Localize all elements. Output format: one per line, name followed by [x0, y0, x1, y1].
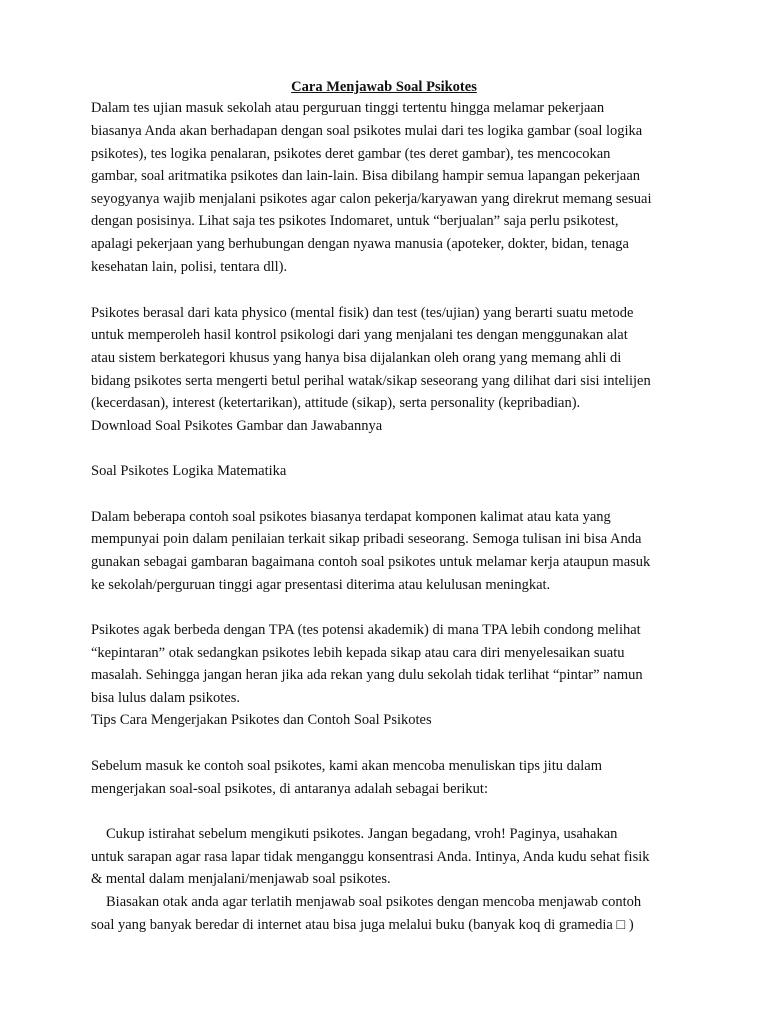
list-item-line: Cukup istirahat sebelum mengikuti psikotes. Jangan begadang, vroh! Paginya, usahakan	[106, 826, 618, 842]
list-item-line: Biasakan otak anda agar terlatih menjawab soal psikotes dengan mencoba menjawab contoh	[106, 894, 642, 910]
text-line: dengan posisinya. Lihat saja tes psikotes Indomaret, untuk “berjualan” saja perlu psikotest,	[91, 213, 619, 229]
text-line: seyogyanya wajib menjalani psikotes agar calon pekerja/karyawan yang direkrut memang sesuai	[91, 191, 652, 207]
text-line: Psikotes agak berbeda dengan TPA (tes potensi akademik) di mana TPA lebih condong melihat	[91, 622, 641, 638]
text-line: Dalam beberapa contoh soal psikotes biasanya terdapat komponen kalimat atau kata yang	[91, 509, 611, 525]
text-line: ke sekolah/perguruan tinggi agar presentasi diterima atau kelulusan meningkat.	[91, 577, 551, 593]
list-item-line: untuk sarapan agar rasa lapar tidak menganggu konsentrasi Anda. Intinya, Anda kudu sehat fisik	[91, 849, 650, 865]
section-heading: Download Soal Psikotes Gambar dan Jawabannya	[91, 418, 383, 434]
section-heading: Soal Psikotes Logika Matematika	[91, 463, 287, 479]
text-line: kesehatan lain, polisi, tentara dll).	[91, 259, 288, 275]
text-line: biasanya Anda akan berhadapan dengan soal psikotes mulai dari tes logika gambar (soal logika	[91, 123, 643, 139]
list-item-line: soal yang banyak beredar di internet atau bisa juga melalui buku (banyak koq di gramedia □ )	[91, 917, 634, 933]
text-line: Dalam tes ujian masuk sekolah atau perguruan tinggi tertentu hingga melamar pekerjaan	[91, 100, 605, 116]
text-line: apalagi pekerjaan yang berhubungan dengan nyawa manusia (apoteker, dokter, bidan, tenaga	[91, 236, 629, 252]
text-line: bisa lulus dalam psikotes.	[91, 690, 241, 706]
text-line: mengerjakan soal-soal psikotes, di antaranya adalah sebagai berikut:	[91, 781, 488, 797]
text-line: Sebelum masuk ke contoh soal psikotes, kami akan mencoba menuliskan tips jitu dalam	[91, 758, 603, 774]
text-line: untuk memperoleh hasil kontrol psikologi dari yang menjalani tes dengan menggunakan alat	[91, 327, 628, 343]
text-line: psikotes), tes logika penalaran, psikotes deret gambar (tes deret gambar), tes mencocokan	[91, 146, 611, 162]
text-line: gunakan sebagai gambaran bagaimana contoh soal psikotes untuk melamar kerja ataupun masuk	[91, 554, 651, 570]
document-title: Cara Menjawab Soal Psikotes	[291, 79, 477, 95]
text-line: Psikotes berasal dari kata physico (mental fisik) dan test (tes/ujian) yang berarti suatu metode	[91, 305, 634, 321]
section-heading: Tips Cara Mengerjakan Psikotes dan Contoh Soal Psikotes	[91, 712, 432, 728]
text-line: masalah. Sehingga jangan heran jika ada rekan yang dulu sekolah tidak terlihat “pintar” namun	[91, 667, 643, 683]
text-line: gambar, soal aritmatika psikotes dan lain-lain. Bisa dibilang hampir semua lapangan pekerjaan	[91, 168, 641, 184]
text-line: atau sistem berkategori khusus yang hanya bisa dijalankan oleh orang yang memang ahli di	[91, 350, 622, 366]
text-line: bidang psikotes serta mengerti betul perihal watak/sikap seseorang yang dilihat dari sisi intelijen	[91, 373, 651, 389]
text-line: (kecerdasan), interest (ketertarikan), attitude (sikap), serta personality (kepribadian).	[91, 395, 581, 411]
list-item-line: & mental dalam menjalani/menjawab soal psikotes.	[91, 871, 391, 887]
text-line: “kepintaran” otak sedangkan psikotes lebih kepada sikap atau cara diri menyelesaikan suatu	[91, 645, 625, 661]
text-line: mempunyai poin dalam penilaian terkait sikap pribadi seseorang. Semoga tulisan ini bisa Anda	[91, 531, 642, 547]
